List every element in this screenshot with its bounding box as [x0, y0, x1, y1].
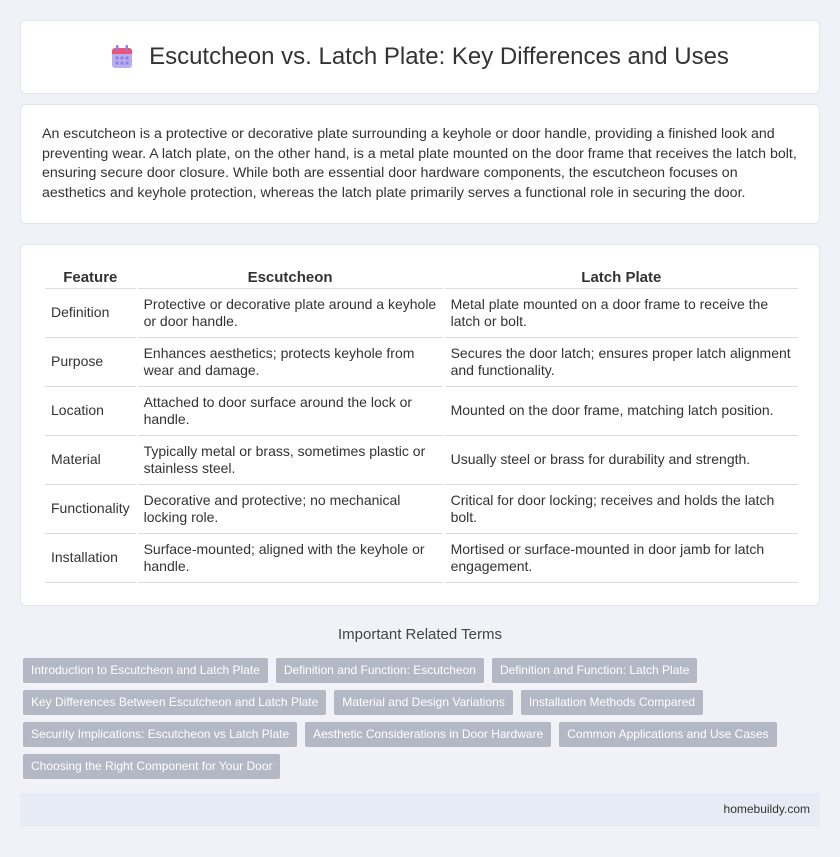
table-row — [45, 338, 798, 387]
comparison-table-card — [20, 244, 820, 606]
related-term-tag[interactable]: Security Implications: Escutcheon vs Latch Plate — [23, 722, 297, 747]
table-header-row — [45, 267, 798, 289]
latch-plate-cell: Usually steel or brass for durability and strength. — [445, 436, 798, 485]
title-card — [20, 20, 820, 94]
feature-cell: Functionality — [45, 485, 136, 534]
table-row — [45, 485, 798, 534]
calendar-icon — [111, 45, 133, 69]
related-term-tag[interactable]: Material and Design Variations — [334, 690, 513, 715]
related-term-tag[interactable]: Aesthetic Considerations in Door Hardware — [305, 722, 551, 747]
feature-cell: Definition — [45, 289, 136, 338]
feature-cell: Purpose — [45, 338, 136, 387]
escutcheon-cell: Surface-mounted; aligned with the keyhole or handle. — [138, 534, 443, 583]
related-term-tag[interactable]: Introduction to Escutcheon and Latch Plate — [23, 658, 268, 683]
feature-cell: Material — [45, 436, 136, 485]
latch-plate-cell: Critical for door locking; receives and holds the latch bolt. — [445, 485, 798, 534]
related-term-tag[interactable]: Common Applications and Use Cases — [559, 722, 776, 747]
table-row — [45, 387, 798, 436]
latch-plate-cell: Metal plate mounted on a door frame to receive the latch or bolt. — [445, 289, 798, 338]
escutcheon-cell: Enhances aesthetics; protects keyhole from wear and damage. — [138, 338, 443, 387]
related-term-tag[interactable]: Installation Methods Compared — [521, 690, 703, 715]
escutcheon-cell: Typically metal or brass, sometimes plastic or stainless steel. — [138, 436, 443, 485]
related-term-tag[interactable]: Choosing the Right Component for Your Door — [23, 754, 280, 779]
header-latch-plate: Latch Plate — [445, 267, 798, 289]
related-term-tag[interactable]: Key Differences Between Escutcheon and Latch Plate — [23, 690, 326, 715]
intro-text: An escutcheon is a protective or decorative plate surrounding a keyhole or door handle, providing a finished look and preventing wear. A latch plate, on the other hand, is a metal plate mounted on the door frame that receives the latch bolt, ensuring secure door closure. While both are essential door hardware components, the escutcheon focuses on aesthetics and keyhole protection, whereas the latch plate primarily serves a functional role in securing the door. — [42, 126, 797, 201]
latch-plate-cell: Mortised or surface-mounted in door jamb for latch engagement. — [445, 534, 798, 583]
related-term-tag[interactable]: Definition and Function: Escutcheon — [276, 658, 484, 683]
related-terms-heading: Important Related Terms — [338, 626, 502, 643]
header-feature: Feature — [45, 267, 136, 289]
escutcheon-cell: Decorative and protective; no mechanical locking role. — [138, 485, 443, 534]
feature-cell: Installation — [45, 534, 136, 583]
footer-site-link[interactable]: homebuildy.com — [723, 802, 810, 816]
header-escutcheon: Escutcheon — [138, 267, 443, 289]
table-row — [45, 534, 798, 583]
comparison-table — [43, 267, 800, 583]
escutcheon-cell: Protective or decorative plate around a keyhole or door handle. — [138, 289, 443, 338]
escutcheon-cell: Attached to door surface around the lock or handle. — [138, 387, 443, 436]
table-row — [45, 436, 798, 485]
footer — [20, 793, 820, 826]
related-terms-list — [23, 658, 823, 786]
feature-cell: Location — [45, 387, 136, 436]
page-title: Escutcheon vs. Latch Plate: Key Differences and Uses — [149, 43, 729, 70]
latch-plate-cell: Mounted on the door frame, matching latch position. — [445, 387, 798, 436]
related-term-tag[interactable]: Definition and Function: Latch Plate — [492, 658, 697, 683]
table-row — [45, 289, 798, 338]
intro-card — [20, 104, 820, 224]
latch-plate-cell: Secures the door latch; ensures proper latch alignment and functionality. — [445, 338, 798, 387]
